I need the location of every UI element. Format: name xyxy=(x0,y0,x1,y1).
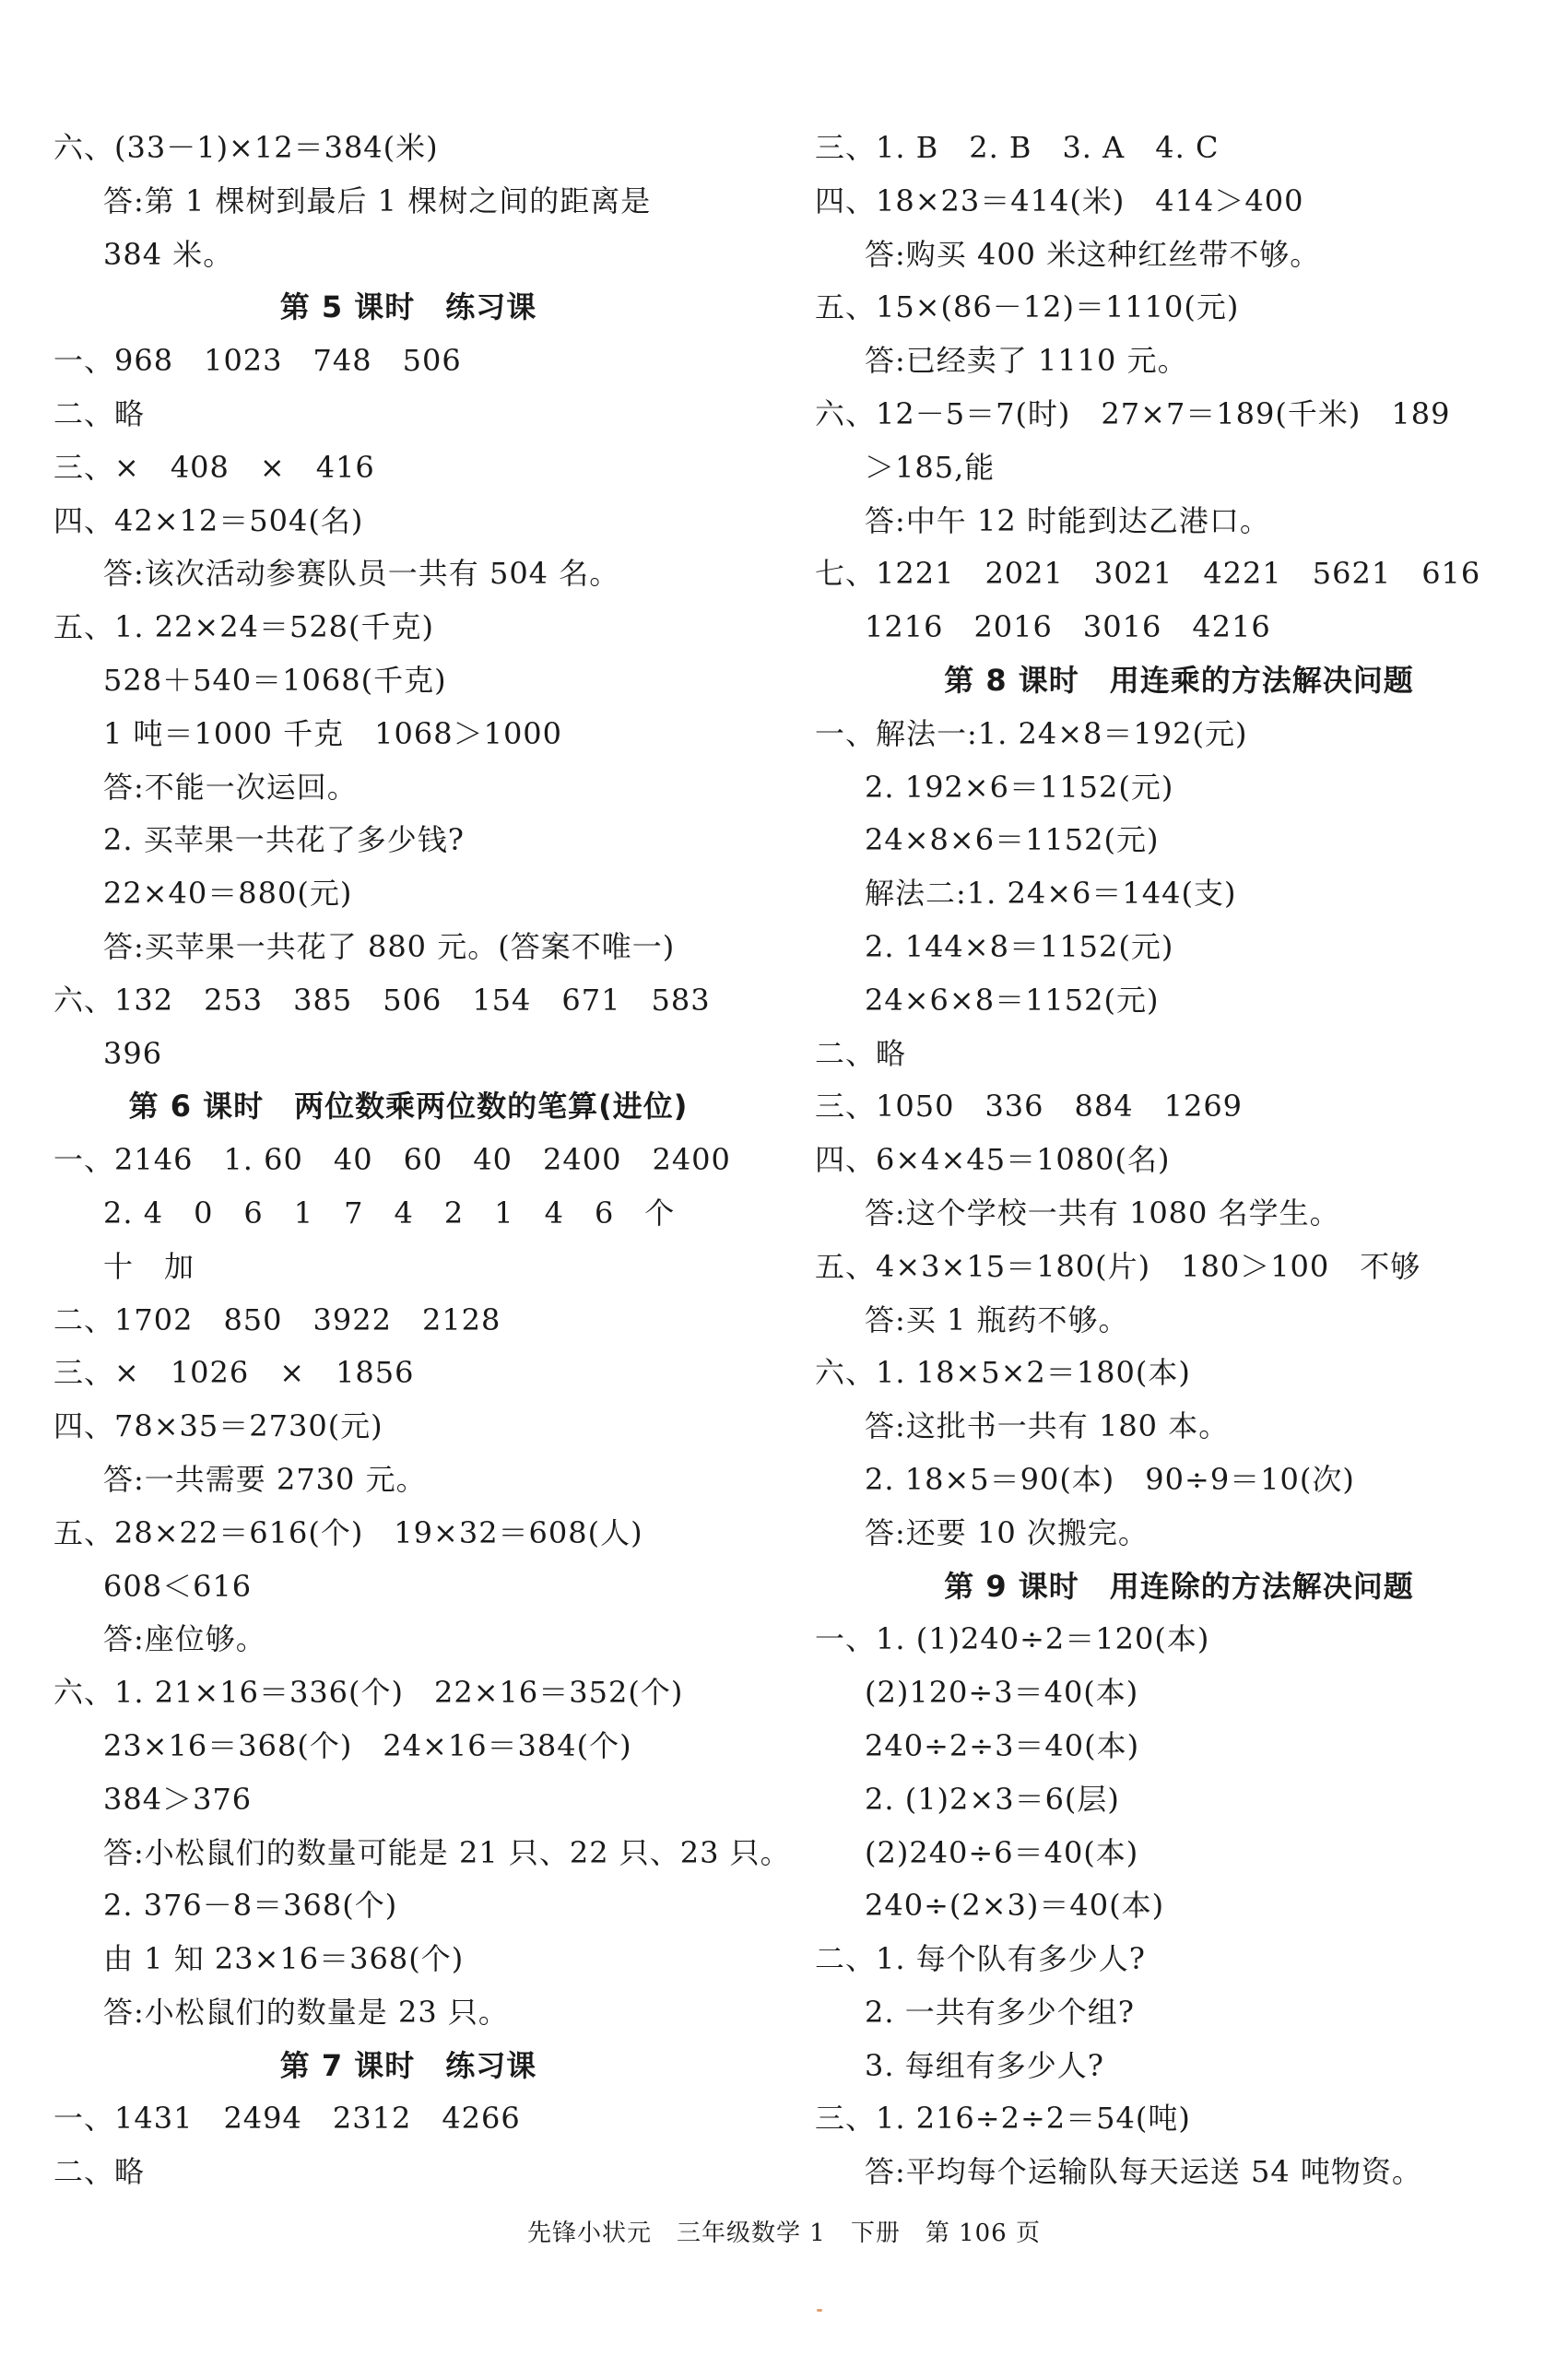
answer-line: 五、4×3×15＝180(片) 180＞100 不够 xyxy=(815,1248,1421,1284)
answer-line: 六、1. 18×5×2＝180(本) xyxy=(815,1355,1191,1391)
answer-line: 四、6×4×45＝1080(名) xyxy=(815,1142,1171,1178)
answer-line: 答:购买 400 米这种红丝带不够。 xyxy=(865,236,1321,272)
answer-line: 答:座位够。 xyxy=(103,1621,266,1657)
answer-line: 396 xyxy=(103,1035,163,1071)
answer-line: 四、18×23＝414(米) 414＞400 xyxy=(815,183,1304,218)
answer-line: 二、略 xyxy=(53,2154,146,2190)
answer-line: 四、42×12＝504(名) xyxy=(53,502,364,538)
answer-line: 608＜616 xyxy=(103,1568,253,1604)
answer-line: 2. (1)2×3＝6(层) xyxy=(865,1781,1120,1817)
answer-line: 24×8×6＝1152(元) xyxy=(865,822,1160,858)
answer-line: 答:买苹果一共花了 880 元。(答案不唯一) xyxy=(103,928,676,964)
answer-line: 答:该次活动参赛队员一共有 504 名。 xyxy=(103,556,620,592)
answer-line: (2)120÷3＝40(本) xyxy=(865,1675,1139,1711)
answer-line: 七、1221 2021 3021 4221 5621 616 xyxy=(815,556,1481,592)
answer-line: 二、1702 850 3922 2128 xyxy=(53,1301,501,1337)
answer-line: 六、1. 21×16＝336(个) 22×16＝352(个) xyxy=(53,1675,684,1711)
answer-line: 23×16＝368(个) 24×16＝384(个) xyxy=(103,1727,632,1763)
answer-line: 2. 144×8＝1152(元) xyxy=(865,928,1174,964)
answer-line: 1 吨＝1000 千克 1068＞1000 xyxy=(103,715,563,751)
answer-line: 解法二:1. 24×6＝144(支) xyxy=(865,876,1237,912)
answer-line: 2. 一共有多少个组? xyxy=(865,1994,1135,2030)
answer-line: 答:平均每个运输队每天运送 54 吨物资。 xyxy=(865,2154,1422,2190)
answer-line: 六、12－5＝7(时) 27×7＝189(千米) 189 xyxy=(815,395,1451,431)
answer-line: 十 加 xyxy=(103,1248,195,1284)
section-heading: 第 5 课时 练习课 xyxy=(279,289,537,325)
answer-line: 六、132 253 385 506 154 671 583 xyxy=(53,982,711,1018)
answer-line: 四、78×35＝2730(元) xyxy=(53,1408,383,1444)
page-footer: 先锋小状元 三年级数学 1 下册 第 106 页 xyxy=(527,2220,1041,2247)
answer-line: 三、× 408 × 416 xyxy=(53,449,375,485)
answer-line: 528＋540＝1068(千克) xyxy=(103,662,447,698)
answer-line: 五、15×(86－12)＝1110(元) xyxy=(815,289,1240,325)
answer-line: 22×40＝880(元) xyxy=(103,876,353,912)
answer-line: 答:第 1 棵树到最后 1 棵树之间的距离是 xyxy=(103,183,652,218)
answer-line: 三、1050 336 884 1269 xyxy=(815,1089,1244,1125)
answer-line: 二、略 xyxy=(53,395,146,431)
answer-line: 答:小松鼠们的数量可能是 21 只、22 只、23 只。 xyxy=(103,1834,791,1870)
answer-line: 一、1431 2494 2312 4266 xyxy=(53,2101,521,2137)
answer-line: 由 1 知 23×16＝368(个) xyxy=(103,1941,465,1977)
answer-line: 答:小松鼠们的数量是 23 只。 xyxy=(103,1994,509,2030)
answer-line: 三、1. 216÷2÷2＝54(吨) xyxy=(815,2101,1191,2137)
answer-line: 一、1. (1)240÷2＝120(本) xyxy=(815,1621,1210,1657)
answer-line: 2. 买苹果一共花了多少钱? xyxy=(103,822,465,858)
answer-line: 六、(33－1)×12＝384(米) xyxy=(53,130,439,165)
answer-line: 答:中午 12 时能到达乙港口。 xyxy=(865,502,1270,538)
answer-line: 384 米。 xyxy=(103,236,234,272)
answer-line: 240÷2÷3＝40(本) xyxy=(865,1727,1140,1763)
answer-line: 三、× 1026 × 1856 xyxy=(53,1355,415,1391)
decorative-mark xyxy=(817,2309,822,2312)
answer-line: 一、解法一:1. 24×8＝192(元) xyxy=(815,715,1248,751)
answer-line: 240÷(2×3)＝40(本) xyxy=(865,1888,1165,1924)
answer-line: 五、1. 22×24＝528(千克) xyxy=(53,609,435,645)
answer-line: 答:已经卖了 1110 元。 xyxy=(865,343,1188,379)
answer-line: 答:这个学校一共有 1080 名学生。 xyxy=(865,1195,1340,1231)
left-column xyxy=(53,122,791,2199)
answer-line: 答:还要 10 次搬完。 xyxy=(865,1514,1149,1550)
answer-line: 2. 192×6＝1152(元) xyxy=(865,769,1174,805)
answer-line: (2)240÷6＝40(本) xyxy=(865,1834,1139,1870)
answer-line: 一、2146 1. 60 40 60 40 2400 2400 xyxy=(53,1142,731,1178)
answer-line: 2. 18×5＝90(本) 90÷9＝10(次) xyxy=(865,1461,1355,1497)
answer-line: 二、1. 每个队有多少人? xyxy=(815,1941,1146,1977)
answer-line: 一、968 1023 748 506 xyxy=(53,343,462,379)
answer-line: 五、28×22＝616(个) 19×32＝608(人) xyxy=(53,1514,643,1550)
answer-line: 二、略 xyxy=(815,1035,907,1071)
answer-line: 三、1. B 2. B 3. A 4. C xyxy=(815,130,1220,165)
answer-line: 3. 每组有多少人? xyxy=(865,2047,1104,2083)
section-heading: 第 8 课时 用连乘的方法解决问题 xyxy=(944,662,1414,698)
answer-line: 2. 4 0 6 1 7 4 2 1 4 6 个 xyxy=(103,1195,676,1231)
answer-line: 384＞376 xyxy=(103,1781,253,1817)
answer-line: 答:不能一次运回。 xyxy=(103,769,358,805)
right-column xyxy=(815,122,1543,2199)
answer-line: 24×6×8＝1152(元) xyxy=(865,982,1160,1018)
answer-line: 2. 376－8＝368(个) xyxy=(103,1888,398,1924)
answer-line: 答:一共需要 2730 元。 xyxy=(103,1461,427,1497)
answer-line: 答:买 1 瓶药不够。 xyxy=(865,1301,1129,1337)
section-heading: 第 9 课时 用连除的方法解决问题 xyxy=(944,1568,1414,1604)
answer-line: 1216 2016 3016 4216 xyxy=(865,609,1271,645)
section-heading: 第 7 课时 练习课 xyxy=(279,2047,537,2083)
answer-line: 答:这批书一共有 180 本。 xyxy=(865,1408,1230,1444)
section-heading: 第 6 课时 两位数乘两位数的笔算(进位) xyxy=(128,1089,689,1125)
answer-line: ＞185,能 xyxy=(865,449,996,485)
